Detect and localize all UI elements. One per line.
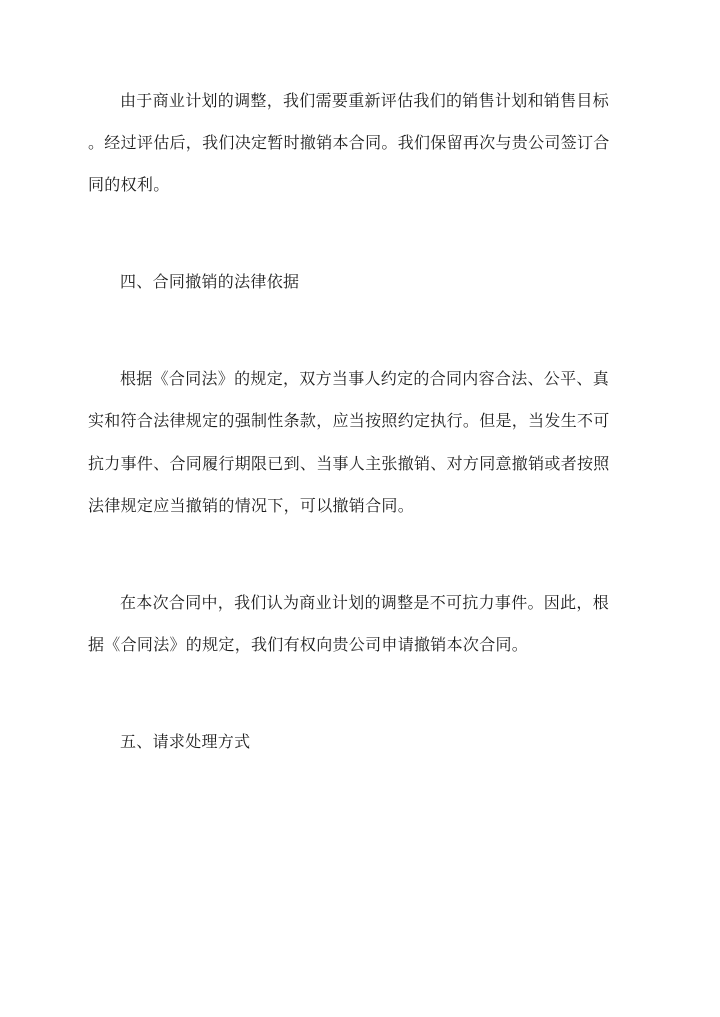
paragraph-line: 实和符合法律规定的强制性条款，应当按照约定执行。但是，当发生不可: [88, 411, 610, 430]
paragraph-line: 由于商业计划的调整，我们需要重新评估我们的销售计划和销售目标: [120, 91, 610, 110]
paragraph-line: 法律规定应当撤销的情况下，可以撤销合同。: [88, 496, 415, 515]
section-heading: 五、请求处理方式: [120, 732, 251, 751]
paragraph-line: 同的权利。: [88, 175, 170, 194]
section-heading: 四、合同撤销的法律依据: [120, 272, 300, 291]
paragraph-line: 抗力事件、合同履行期限已到、当事人主张撤销、对方同意撤销或者按照: [88, 454, 610, 473]
paragraph-line: 据《合同法》的规定，我们有权向贵公司申请撤销本次合同。: [88, 635, 529, 654]
paragraph-line: 根据《合同法》的规定，双方当事人约定的合同内容合法、公平、真: [120, 369, 610, 388]
paragraph-line: 。经过评估后，我们决定暂时撤销本合同。我们保留再次与贵公司签订合: [88, 133, 610, 152]
paragraph-line: 在本次合同中，我们认为商业计划的调整是不可抗力事件。因此，根: [120, 593, 610, 612]
